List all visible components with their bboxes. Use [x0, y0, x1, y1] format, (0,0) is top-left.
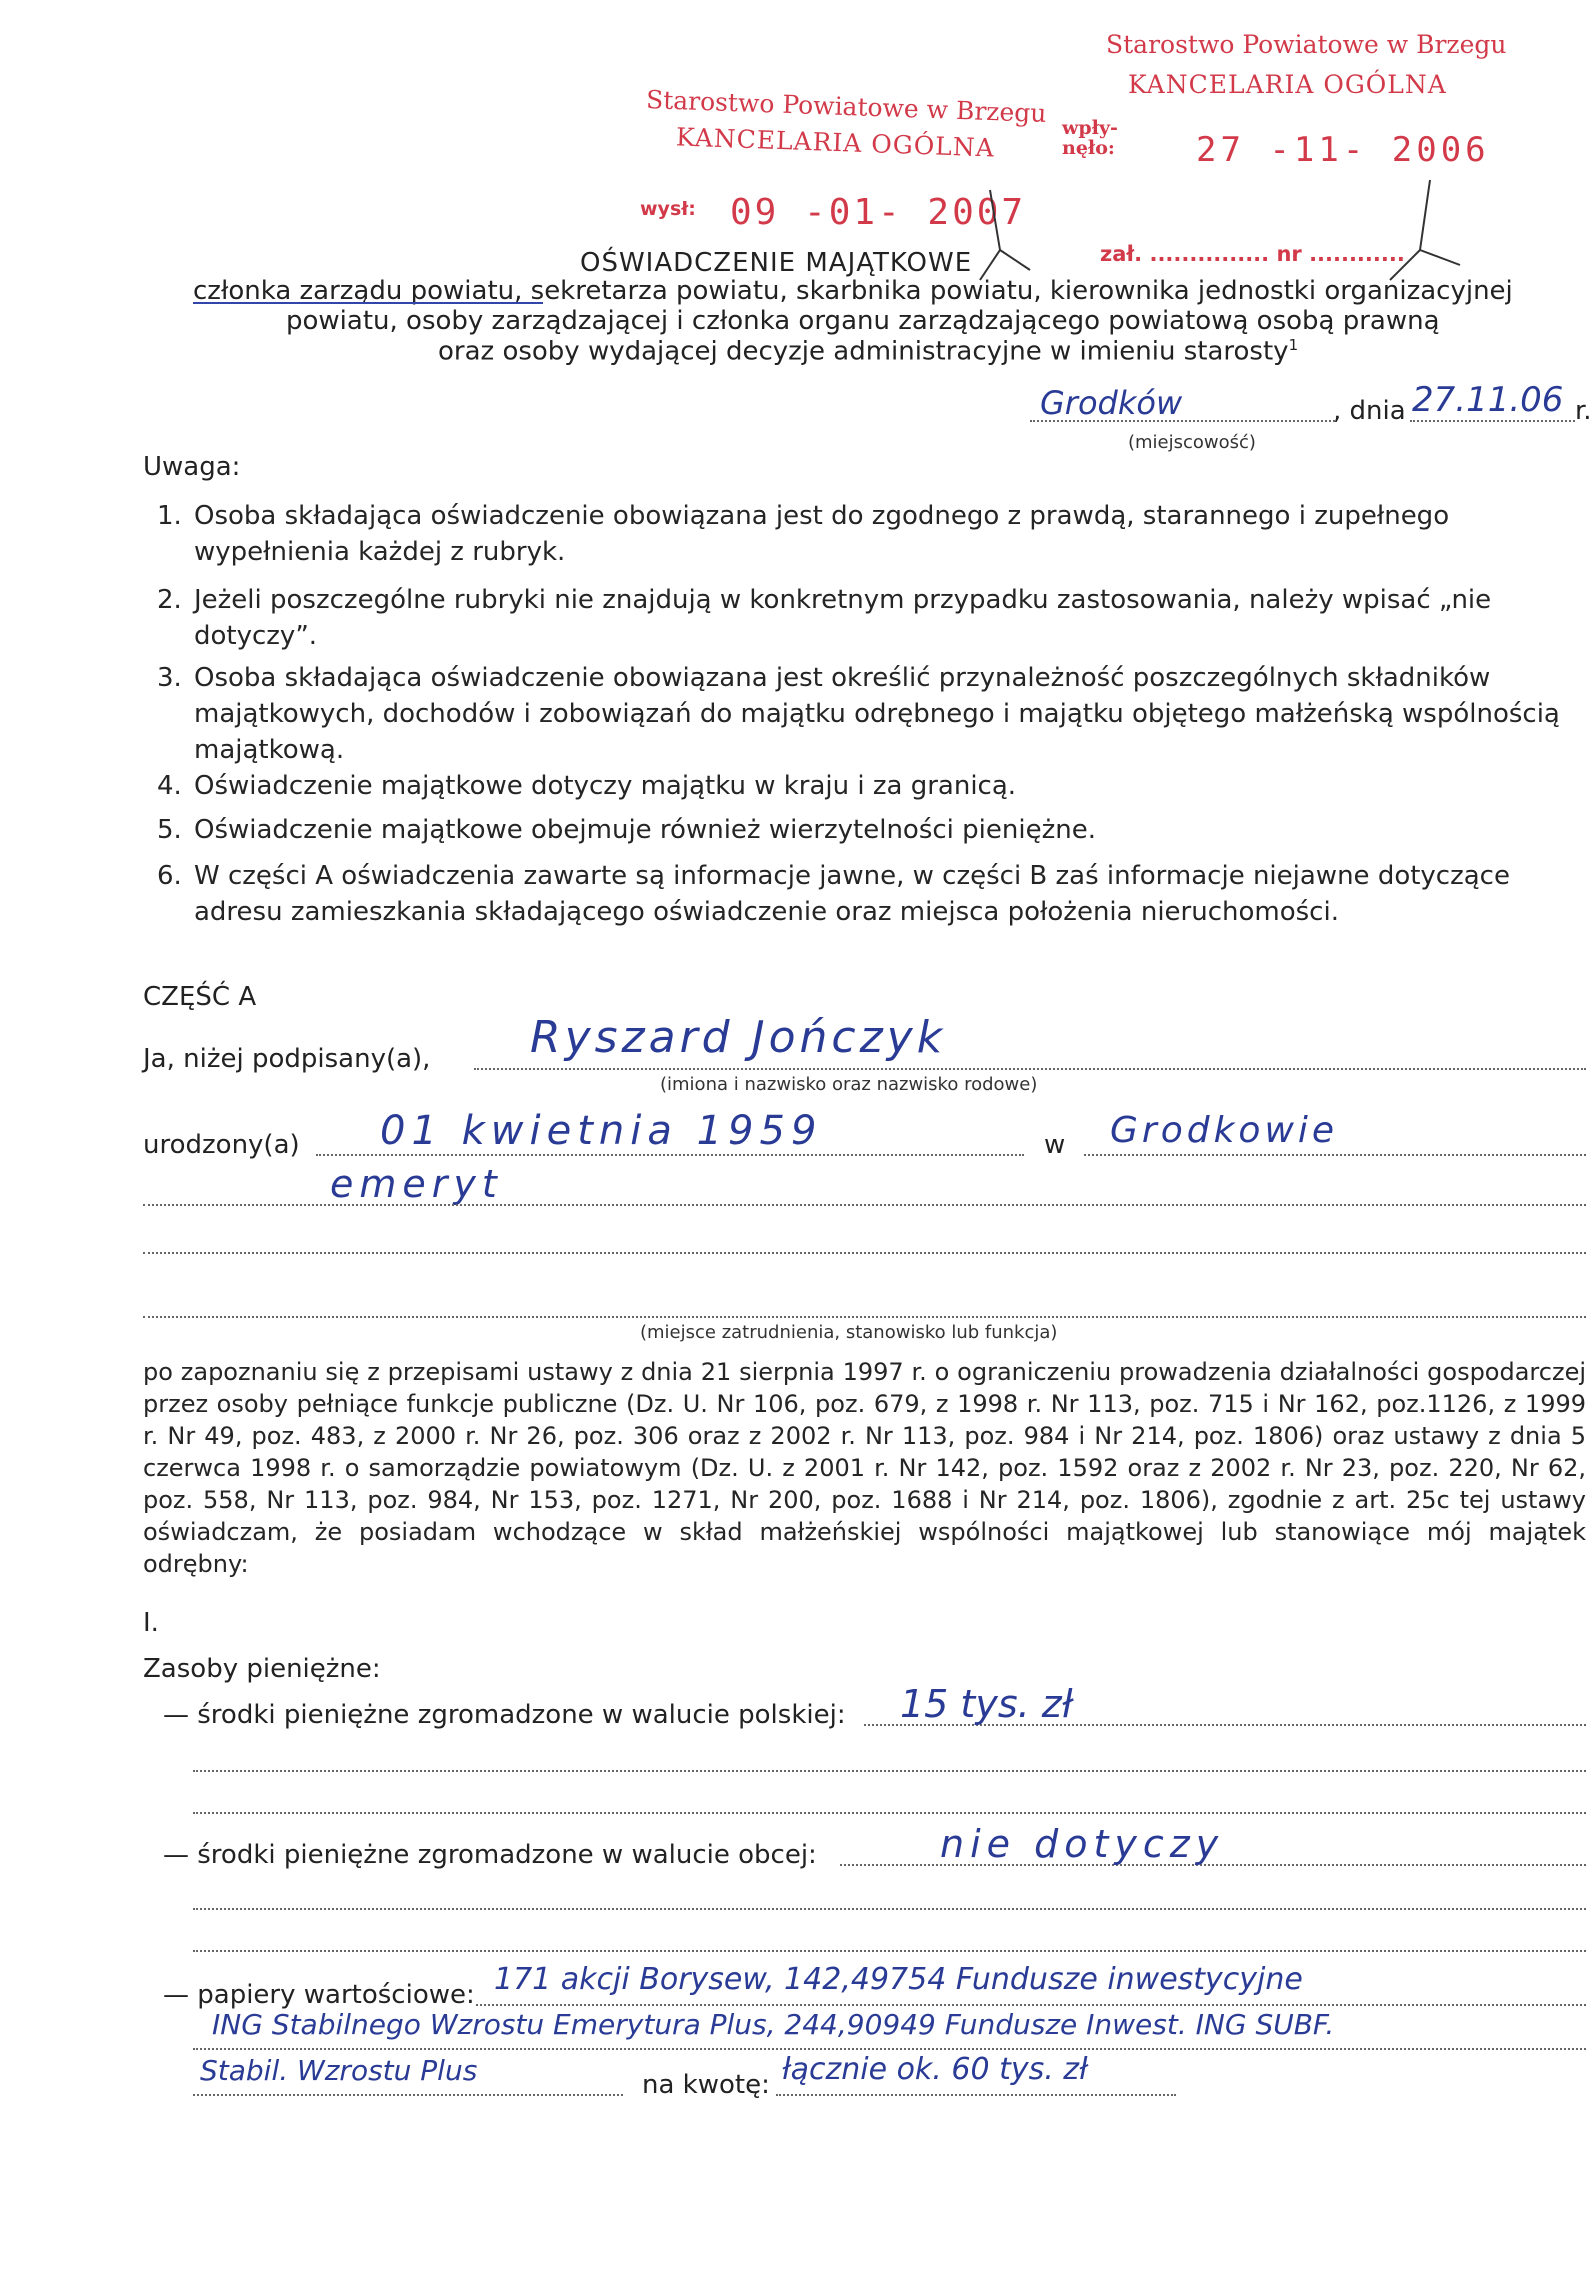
- name-dotted-line: [474, 1068, 1586, 1070]
- job-dotted-line-1: [143, 1204, 1586, 1206]
- note-number: 4.: [157, 771, 182, 801]
- pln-dotted-line-3: [193, 1812, 1586, 1814]
- note-text: Osoba składająca oświadczenie obowiązana jest do zgodnego z prawdą, starannego i zupełnego wypełnienia każdej z rubryk.: [194, 501, 1450, 567]
- securities-dotted-line: [476, 2004, 1586, 2006]
- job-dotted-line-2: [143, 1252, 1586, 1254]
- subtitle-underline: [193, 302, 543, 304]
- foreign-label: — środki pieniężne zgromadzone w walucie obcej:: [163, 1840, 817, 1870]
- date-year-suffix: r.: [1575, 396, 1592, 426]
- note-item: [157, 582, 1587, 654]
- securities-dotted-line-3: [193, 2094, 623, 2096]
- pln-dotted-line-2: [193, 1770, 1586, 1772]
- foreign-handwritten: nie dotyczy: [940, 1822, 1225, 1866]
- name-handwritten: Ryszard Jończyk: [530, 1012, 947, 1063]
- securities-label: — papiery wartościowe:: [163, 1980, 475, 2010]
- foreign-dotted-line-3: [193, 1950, 1586, 1952]
- born-place-dotted-line: [1084, 1154, 1586, 1156]
- place-handwritten: Grodków: [1040, 384, 1183, 422]
- received-stamp-zal: zał. ............... nr ............: [1100, 242, 1405, 266]
- pln-handwritten: 15 tys. zł: [900, 1682, 1073, 1726]
- job-caption: (miejsce zatrudnienia, stanowisko lub funkcja): [640, 1322, 1058, 1343]
- section-title: Zasoby pieniężne:: [143, 1654, 381, 1684]
- born-handwritten: 01 kwietnia 1959: [380, 1108, 823, 1154]
- note-item: [157, 660, 1587, 768]
- born-place-handwritten: Grodkowie: [1110, 1110, 1339, 1151]
- amount-dotted-line: [776, 2094, 1176, 2096]
- note-text: Oświadczenie majątkowe dotyczy majątku w kraju i za granicą.: [194, 771, 1017, 801]
- note-text: Jeżeli poszczególne rubryki nie znajdują w konkretnym przypadku zastosowania, należy wpisać „nie dotyczy”.: [194, 585, 1492, 651]
- note-text: Osoba składająca oświadczenie obowiązana jest określić przynależność poszczególnych składników majątkowych, dochodów i zobowiązań do majątku odrębnego i majątku objętego małżeńską wspólnością majątkową.: [194, 663, 1560, 765]
- legal-paragraph: po zapoznaniu się z przepisami ustawy z dnia 21 sierpnia 1997 r. o ograniczeniu prowadzenia działalności gospodarczej przez osoby pełniące funkcje publiczne (Dz. U. Nr 106, poz. 679, z 1998 r. Nr 113, poz. 715 i Nr 162, poz.1126, z 1999 r. Nr 49, poz. 483, z 2000 r. Nr 26, poz. 306 oraz z 2002 r. Nr 113, poz. 984 i Nr 214, poz. 1806) oraz ustawy z dnia 5 czerwca 1998 r. o samorządzie powiatowym (Dz. U. z 2001 r. Nr 142, poz. 1592 oraz z 2002 r. Nr 23, poz. 220, Nr 62, poz. 558, Nr 113, poz. 984, Nr 153, poz. 1271, Nr 200, poz. 1688 i Nr 214, poz. 1806), zgodnie z art. 25c tej ustawy oświadczam, że posiadam wchodzące w skład małżeńskiej wspólności majątkowej lub stanowiące mój majątek odrębny:: [143, 1358, 1586, 1578]
- pln-label: — środki pieniężne zgromadzone w walucie polskiej:: [163, 1700, 846, 1730]
- received-stamp-line2: KANCELARIA OGÓLNA: [1128, 70, 1447, 99]
- subtitle-line-1: członka zarządu powiatu, sekretarza powiatu, skarbnika powiatu, kierownika jednostki organizacyjnej: [193, 276, 1513, 306]
- job-dotted-line-3: [143, 1316, 1586, 1318]
- received-stamp-label: wpły- nęło:: [1062, 117, 1118, 159]
- name-caption: (imiona i nazwisko oraz nazwisko rodowe): [660, 1074, 1038, 1095]
- born-place-label: w: [1044, 1130, 1066, 1160]
- note-number: 6.: [157, 861, 182, 891]
- date-handwritten: 27.11.06: [1412, 380, 1564, 420]
- note-text: Oświadczenie majątkowe obejmuje również wierzytelności pieniężne.: [194, 815, 1096, 845]
- part-a-title: CZĘŚĆ A: [143, 982, 257, 1012]
- name-label: Ja, niżej podpisany(a),: [143, 1044, 431, 1074]
- foreign-dotted-line-2: [193, 1908, 1586, 1910]
- sent-stamp-line2: KANCELARIA OGÓLNA: [675, 122, 996, 163]
- note-number: 1.: [157, 501, 182, 531]
- securities-dotted-line-2: [193, 2048, 1586, 2050]
- job-handwritten: emeryt: [330, 1162, 503, 1206]
- subtitle-line-3-text: oraz osoby wydającej decyzje administracyjne w imieniu starosty: [438, 336, 1289, 367]
- stamp-signature-marks: [960, 170, 1480, 290]
- place-caption: (miejscowość): [1128, 432, 1256, 453]
- securities-handwritten-1: 171 akcji Borysew, 142,49754 Fundusze inwestycyjne: [494, 1962, 1303, 1997]
- date-dotted-line: [1410, 420, 1575, 422]
- page-title: OŚWIADCZENIE MAJĄTKOWE: [580, 248, 973, 278]
- sent-stamp-label: wysł:: [640, 198, 696, 220]
- note-item: [157, 812, 1587, 848]
- date-label: , dnia: [1333, 396, 1406, 426]
- amount-handwritten: łącznie ok. 60 tys. zł: [782, 2052, 1088, 2087]
- subtitle-line-2: powiatu, osoby zarządzającej i członka organu zarządzającego powiatową osobą prawną: [286, 306, 1440, 336]
- born-dotted-line: [316, 1154, 1024, 1156]
- sent-stamp-date: 09 -01- 2007: [730, 192, 1027, 233]
- note-item: [157, 498, 1587, 570]
- note-text: W części A oświadczenia zawarte są informacje jawne, w części B zaś informacje niejawne dotyczące adresu zamieszkania składającego oświadczenie oraz miejsca położenia nieruchomości.: [194, 861, 1510, 927]
- born-label: urodzony(a): [143, 1130, 300, 1160]
- section-roman-numeral: I.: [143, 1608, 159, 1638]
- securities-handwritten-3: Stabil. Wzrostu Plus: [200, 2054, 478, 2087]
- note-number: 5.: [157, 815, 182, 845]
- footnote-marker: 1: [1288, 336, 1299, 354]
- subtitle-line-3: [438, 336, 1298, 367]
- note-item: [157, 768, 1587, 804]
- received-stamp-date: 27 -11- 2006: [1196, 130, 1490, 170]
- note-number: 3.: [157, 663, 182, 693]
- sent-stamp-line1: Starostwo Powiatowe w Brzegu: [645, 85, 1047, 128]
- notes-title: Uwaga:: [143, 452, 241, 482]
- note-item: [157, 858, 1587, 930]
- received-stamp-line1: Starostwo Powiatowe w Brzegu: [1106, 30, 1507, 59]
- securities-handwritten-2: ING Stabilnego Wzrostu Emerytura Plus, 244,90949 Fundusze Inwest. ING SUBF.: [212, 2008, 1335, 2041]
- amount-label: na kwotę:: [642, 2070, 770, 2100]
- note-number: 2.: [157, 585, 182, 615]
